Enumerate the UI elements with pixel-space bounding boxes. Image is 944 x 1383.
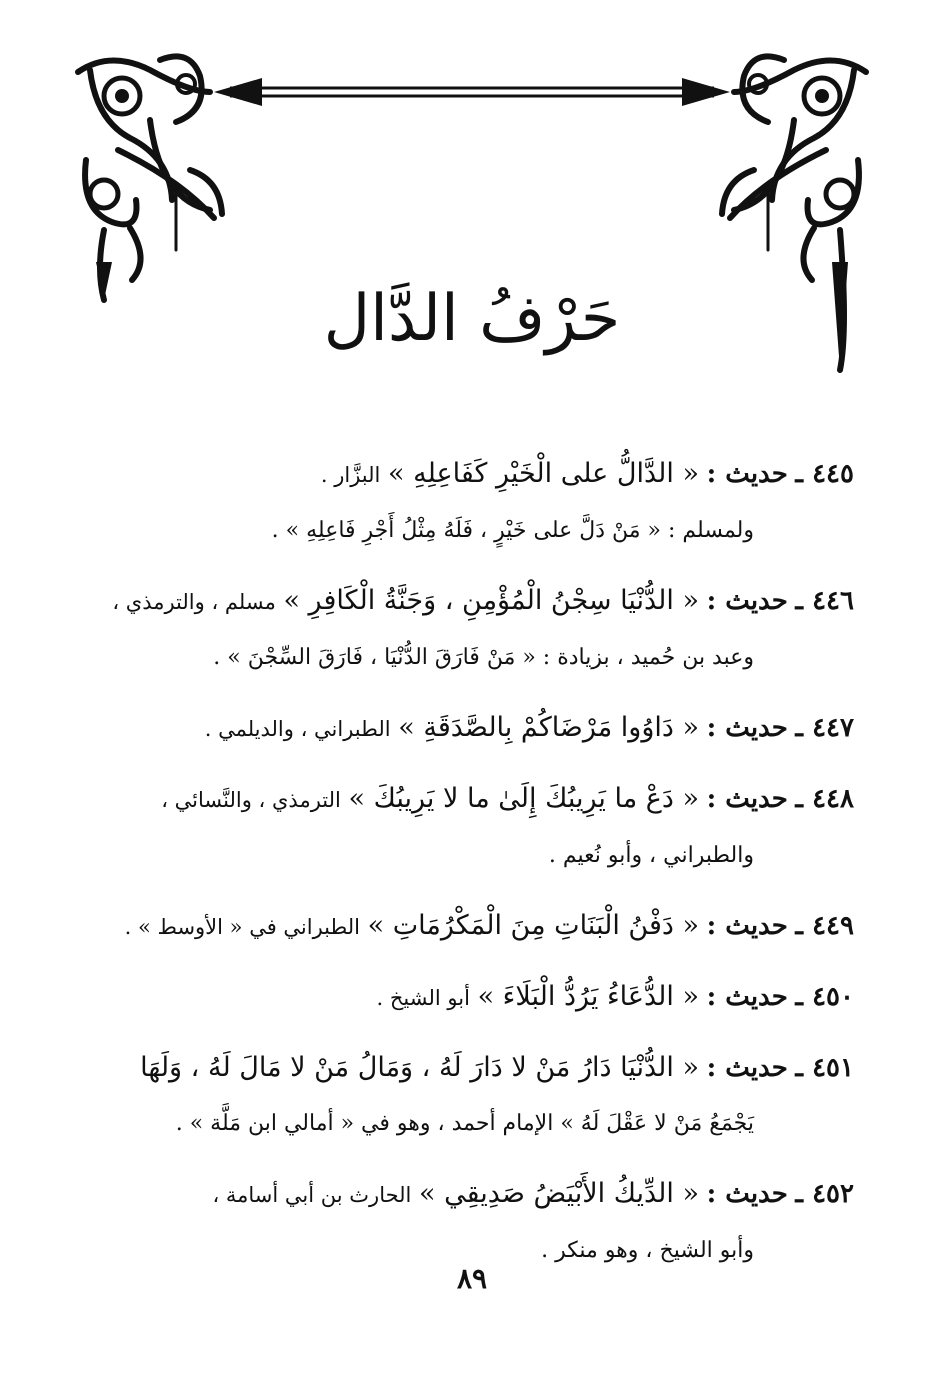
- hadith-text: « دَفْنُ الْبَنَاتِ مِنَ الْمَكْرُمَاتِ »: [367, 910, 699, 941]
- hadith-source: الطبراني في « الأوسط » .: [124, 915, 360, 939]
- hadith-number: ٤٤٨ ـ: [795, 784, 854, 814]
- hadith-entry-451: [70, 1040, 854, 1152]
- hadith-source: أبو الشيخ .: [376, 986, 470, 1010]
- ornamental-frame: [0, 0, 944, 420]
- hadith-text: « الدُّعَاءُ يَرُدُّ الْبَلَاءَ »: [477, 981, 699, 1012]
- hadith-label: حديث :: [706, 586, 788, 616]
- hadith-continuation: وأبو الشيخ ، وهو منكر .: [541, 1238, 754, 1263]
- hadith-number: ٤٤٧ ـ: [795, 713, 854, 743]
- hadith-number: ٤٥٢ ـ: [795, 1179, 854, 1209]
- hadith-text: « الدِّيكُ الأَبْيَضُ صَدِيقِي »: [419, 1178, 699, 1209]
- hadith-continuation: ولمسلم : « مَنْ دَلَّ على خَيْرٍ ، فَلَهُ مِثْلُ أَجْرِ فَاعِلِهِ » .: [271, 518, 754, 543]
- hadith-continuation: وعبد بن حُميد ، بزيادة : « مَنْ فَارَقَ الدُّنْيَا ، فَارَقَ السِّجْنَ » .: [213, 645, 754, 670]
- hadith-label: حديث :: [706, 459, 788, 489]
- hadith-text: « دَعْ ما يَرِيبُكَ إِلَىٰ ما لا يَرِيبُكَ »: [348, 783, 699, 814]
- hadith-continuation: يَجْمَعُ مَنْ لا عَقْلَ لَهُ » الإمام أحمد ، وهو في « أمالي ابن مَلَّة » .: [175, 1111, 754, 1136]
- hadith-label: حديث :: [706, 911, 788, 941]
- hadith-label: حديث :: [706, 784, 788, 814]
- hadith-number: ٤٤٥ ـ: [795, 459, 854, 489]
- hadith-list: [70, 446, 854, 1293]
- hadith-source: مسلم ، والترمذي ،: [112, 590, 276, 614]
- hadith-source: الطبراني ، والديلمي .: [204, 717, 391, 741]
- hadith-entry-447: [70, 700, 854, 757]
- hadith-text: « الدَّالُّ على الْخَيْرِ كَفَاعِلِهِ »: [388, 458, 699, 489]
- hadith-continuation: والطبراني ، وأبو نُعيم .: [548, 843, 754, 868]
- hadith-label: حديث :: [706, 1053, 788, 1083]
- hadith-entry-448: [70, 771, 854, 884]
- hadith-entry-445: [70, 446, 854, 559]
- hadith-number: ٤٤٦ ـ: [795, 586, 854, 616]
- hadith-entry-446: [70, 573, 854, 686]
- hadith-source: الحارث بن أبي أسامة ،: [212, 1183, 412, 1207]
- hadith-entry-449: [70, 898, 854, 955]
- hadith-source: الترمذي ، والنَّسائي ،: [161, 788, 341, 812]
- hadith-label: حديث :: [706, 713, 788, 743]
- hadith-label: حديث :: [706, 982, 788, 1012]
- hadith-number: ٤٤٩ ـ: [795, 911, 854, 941]
- hadith-text: « الدُّنْيَا سِجْنُ الْمُؤْمِنِ ، وَجَنَّةُ الْكَافِرِ »: [283, 585, 699, 616]
- hadith-text: « الدُّنْيَا دَارُ مَنْ لا دَارَ لَهُ ، وَمَالُ مَنْ لا مَالَ لَهُ ، وَلَهَا: [140, 1052, 699, 1083]
- hadith-number: ٤٥١ ـ: [795, 1053, 854, 1083]
- hadith-entry-450: [70, 969, 854, 1026]
- page-number: ٨٩: [456, 1262, 488, 1295]
- hadith-number: ٤٥٠ ـ: [795, 982, 854, 1012]
- hadith-source: البزَّار .: [320, 463, 381, 487]
- hadith-text: « دَاوُوا مَرْضَاكُمْ بِالصَّدَقَةِ »: [398, 712, 699, 743]
- chapter-title: حَرْفُ الدَّال: [323, 282, 621, 356]
- left-corner-ornament-icon: [78, 56, 222, 300]
- hadith-label: حديث :: [706, 1179, 788, 1209]
